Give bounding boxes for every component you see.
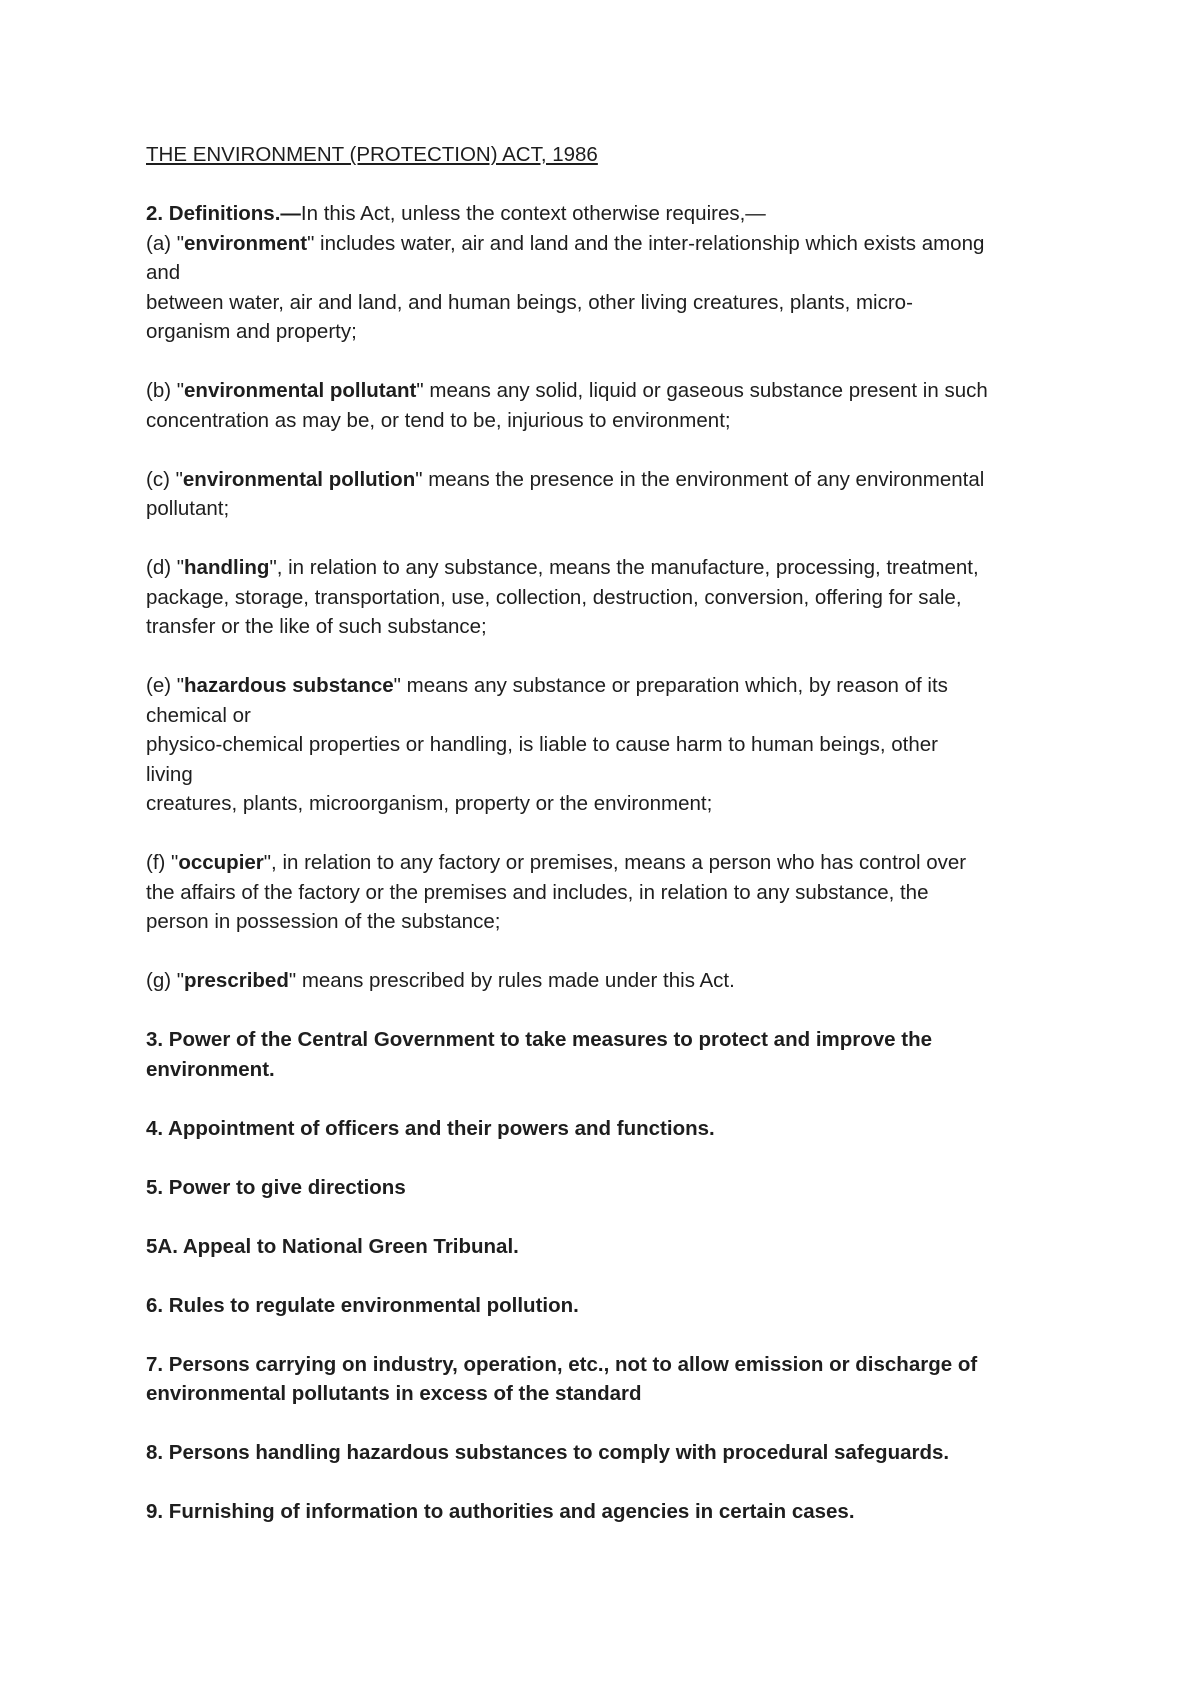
section-heading-line: 6. Rules to regulate environmental pollution. — [146, 1293, 579, 1317]
definition-term: environment — [184, 231, 308, 255]
definition-item — [146, 966, 1086, 996]
definition-line — [146, 229, 1086, 259]
definition-line: between water, air and land, and human beings, other living creatures, plants, micro- — [146, 290, 913, 314]
definition-term: environmental pollution — [182, 467, 416, 491]
definition-text: " means prescribed by rules made under this Act. — [288, 969, 735, 992]
definition-text: " means any solid, liquid or gaseous substance present in such — [416, 379, 988, 402]
definition-prefix: (g) " — [146, 969, 185, 992]
section-heading-line: environment. — [146, 1057, 275, 1081]
definition-text: " includes water, air and land and the inter-relationship which exists among — [307, 231, 985, 255]
section-heading — [146, 1291, 1086, 1321]
section-heading — [146, 1173, 1086, 1203]
section-heading-line: 3. Power of the Central Government to take measures to protect and improve the — [146, 1028, 933, 1051]
section-heading — [146, 1497, 1086, 1527]
section-heading-line: 5A. Appeal to National Green Tribunal. — [146, 1234, 519, 1258]
definition-line: transfer or the like of such substance; — [146, 615, 487, 638]
definition-line: physico-chemical properties or handling, is liable to cause harm to human beings, other — [146, 733, 938, 756]
definition-line: living — [146, 762, 193, 786]
definition-line: organism and property; — [146, 320, 357, 343]
definition-item — [146, 848, 1086, 937]
definition-prefix: (a) " — [146, 231, 185, 255]
definition-line — [146, 848, 1086, 878]
sections-list — [146, 1025, 1086, 1527]
definition-text: ", in relation to any substance, means the manufacture, processing, treatment, — [269, 556, 979, 579]
definition-term: handling — [184, 556, 270, 579]
definition-term: environmental pollutant — [184, 379, 417, 402]
definitions-list — [146, 229, 1086, 996]
definition-line: the affairs of the factory or the premises and includes, in relation to any substance, the — [146, 880, 929, 904]
definition-line: creatures, plants, microorganism, property or the environment; — [146, 792, 713, 815]
definition-line: person in possession of the substance; — [146, 910, 501, 933]
definition-line: package, storage, transportation, use, collection, destruction, conversion, offering for sale, — [146, 585, 962, 609]
definition-text: " means any substance or preparation which, by reason of its — [393, 674, 948, 697]
section-heading — [146, 1350, 1086, 1409]
definitions-intro: In this Act, unless the context otherwise requires,— — [300, 202, 766, 225]
section-heading-line: 4. Appointment of officers and their powers and functions. — [146, 1116, 715, 1140]
section-heading-line: 7. Persons carrying on industry, operation, etc., not to allow emission or discharge of — [146, 1352, 978, 1376]
section-heading — [146, 1025, 1086, 1084]
section-heading-line: 9. Furnishing of information to authorities and agencies in certain cases. — [146, 1500, 855, 1523]
definition-term: hazardous substance — [184, 674, 394, 697]
definition-item — [146, 553, 1086, 642]
definition-prefix: (b) " — [146, 379, 185, 402]
definition-line: and — [146, 261, 181, 284]
definition-line: chemical or — [146, 703, 251, 727]
section-heading-line: 8. Persons handling hazardous substances to comply with procedural safeguards. — [146, 1441, 950, 1464]
definition-prefix: (d) " — [146, 556, 185, 579]
section-heading-line: environmental pollutants in excess of the standard — [146, 1382, 642, 1405]
definition-text: " means the presence in the environment of any environmental — [415, 467, 985, 491]
definition-line — [146, 671, 1086, 701]
definition-prefix: (e) " — [146, 674, 185, 697]
definition-line: concentration as may be, or tend to be, injurious to environment; — [146, 408, 731, 432]
definition-item — [146, 376, 1086, 435]
definition-text: ", in relation to any factory or premises, means a person who has control over — [263, 851, 967, 874]
definition-prefix: (f) " — [146, 851, 179, 874]
definition-line — [146, 465, 1086, 495]
definition-prefix: (c) " — [146, 467, 183, 491]
document-page — [146, 140, 1086, 1556]
definition-line — [146, 553, 1086, 583]
definition-item — [146, 229, 1086, 347]
definition-term: occupier — [178, 851, 264, 874]
document-title: THE ENVIRONMENT (PROTECTION) ACT, 1986 — [146, 143, 598, 166]
definition-term: prescribed — [184, 969, 289, 992]
definition-line: pollutant; — [146, 497, 230, 520]
definition-item — [146, 465, 1086, 524]
definition-line — [146, 966, 1086, 996]
definition-item — [146, 671, 1086, 819]
section-heading — [146, 1232, 1086, 1262]
definitions-heading — [146, 199, 1086, 229]
section-heading — [146, 1438, 1086, 1468]
definitions-label: 2. Definitions.— — [146, 202, 301, 225]
section-heading — [146, 1114, 1086, 1144]
definition-line — [146, 376, 1086, 406]
section-heading-line: 5. Power to give directions — [146, 1175, 406, 1199]
